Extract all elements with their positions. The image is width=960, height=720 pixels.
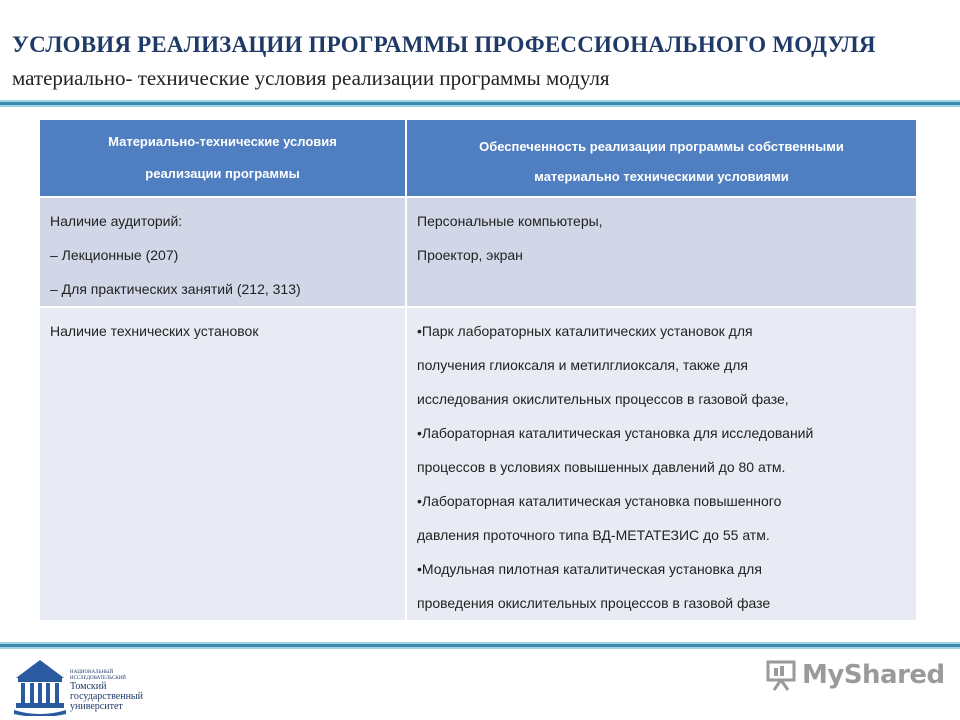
university-logo-icon <box>8 656 72 716</box>
conditions-table <box>38 118 918 622</box>
top-divider <box>0 100 960 107</box>
bottom-divider <box>0 642 960 649</box>
logo-small-text: НАЦИОНАЛЬНЫЙ <box>70 670 114 675</box>
cell-text: процессов в условиях повышенных давлений до 80 атм. <box>417 459 786 475</box>
cell-text: Проектор, экран <box>417 247 523 263</box>
university-name <box>70 670 143 712</box>
cell-text: •Лабораторная каталитическая установка для исследований <box>417 425 814 441</box>
logo-small-text: ИССЛЕДОВАТЕЛЬСКИЙ <box>70 676 126 681</box>
cell-text: получения глиоксаля и метилглиоксаля, также для <box>417 357 748 373</box>
table-cell <box>39 197 406 307</box>
header-line: материально техническими условиями <box>534 169 789 184</box>
watermark-text: MyShared <box>802 660 945 690</box>
page-subtitle: материально- технические условия реализации программы модуля <box>12 66 610 90</box>
cell-text: давления проточного типа ВД-МЕТАТЕЗИС до 55 атм. <box>417 527 770 543</box>
cell-text: проведения окислительных процессов в газовой фазе <box>417 595 771 611</box>
cell-text: •Модульная пилотная каталитическая установка для <box>417 561 762 577</box>
logo-text-line: университет <box>70 701 123 712</box>
logo-text-line: государственный <box>70 691 143 702</box>
table-header-cell <box>406 119 917 197</box>
bullet-item <box>417 314 906 416</box>
logo-text-line: Томский <box>70 681 107 692</box>
bullet-item <box>417 552 906 620</box>
page-title: УСЛОВИЯ РЕАЛИЗАЦИИ ПРОГРАММЫ ПРОФЕССИОНАЛЬНОГО МОДУЛЯ <box>12 32 876 57</box>
table-cell <box>406 197 917 307</box>
table-row <box>39 197 917 307</box>
cell-text: исследования окислительных процессов в газовой фазе, <box>417 391 789 407</box>
header-line: Материально-технические условия <box>108 134 337 149</box>
header-line: реализации программы <box>145 166 300 181</box>
table-header-cell <box>39 119 406 197</box>
watermark <box>766 655 945 695</box>
cell-text: •Парк лабораторных каталитических установок для <box>417 323 753 339</box>
presentation-icon <box>766 658 796 692</box>
cell-text: – Для практических занятий (212, 313) <box>50 281 301 297</box>
bullet-item <box>417 484 906 552</box>
cell-text: – Лекционные (207) <box>50 247 179 263</box>
cell-text: Персональные компьютеры, <box>417 213 603 229</box>
cell-text: Наличие технических установок <box>50 323 259 339</box>
header-line: Обеспеченность реализации программы собственными <box>479 139 844 154</box>
table-row <box>39 307 917 621</box>
table-cell <box>406 307 917 621</box>
cell-text: •Лабораторная каталитическая установка повышенного <box>417 493 782 509</box>
table-cell <box>39 307 406 621</box>
table-header-row <box>39 119 917 197</box>
bullet-item <box>417 416 906 484</box>
cell-text: Наличие аудиторий: <box>50 213 183 229</box>
